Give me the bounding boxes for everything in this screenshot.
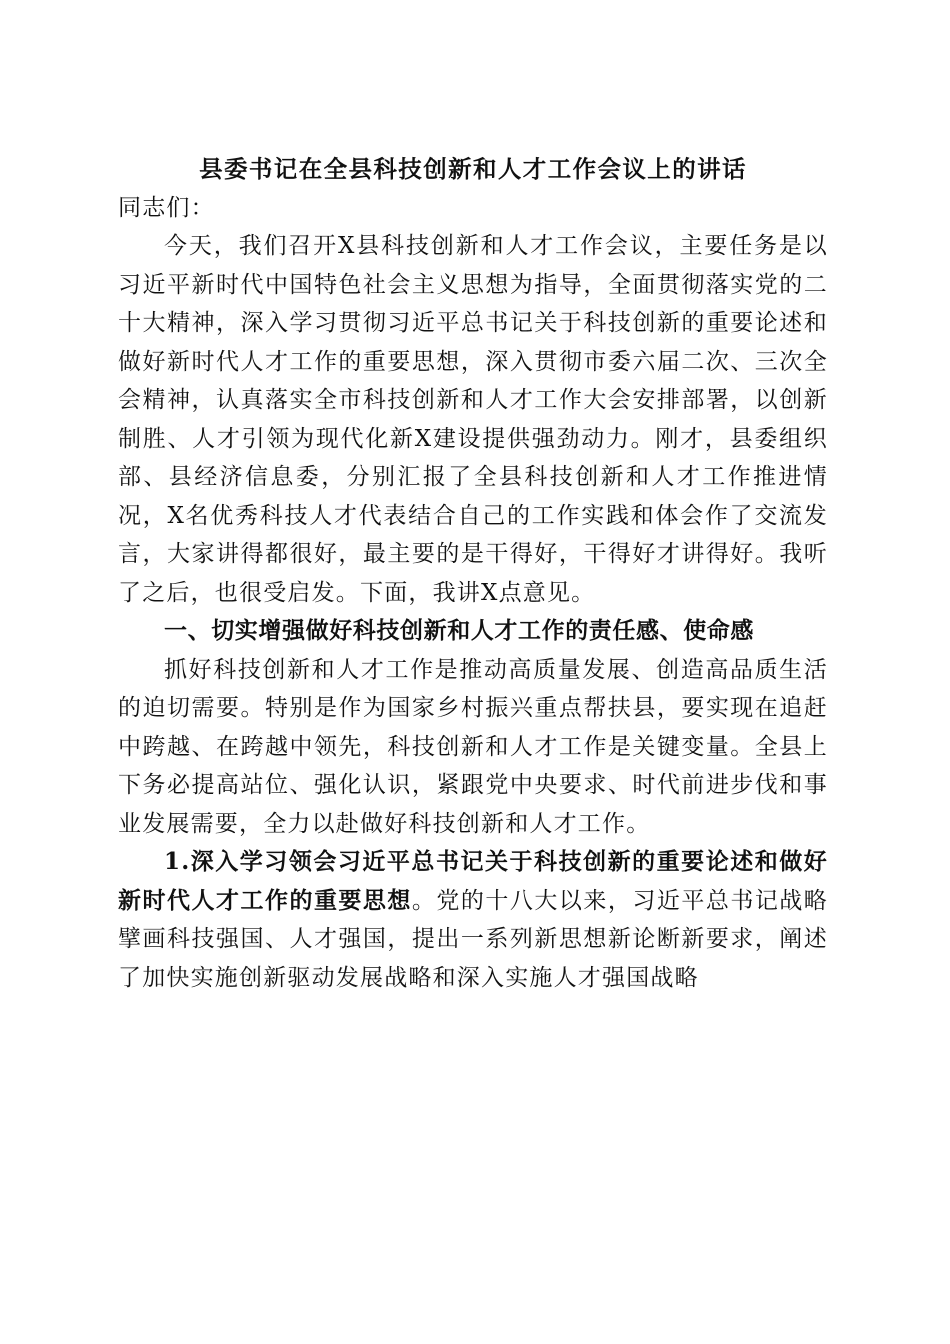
salutation: 同志们： bbox=[118, 194, 215, 221]
point-1-paragraph bbox=[118, 843, 828, 997]
point-1-lead: 1.深入学习领会习近平总书记关于科技创新的重要论述和做好新时代人才工作的重要思想 bbox=[118, 848, 828, 914]
point-1-body: 。党的十八大以来，习近平总书记战略擘画科技强国、人才强国，提出一系列新思想新论断新要求，阐述了加快实施创新驱动发展战略和深入实施人才强国战略 bbox=[118, 887, 829, 991]
document-body bbox=[118, 150, 828, 997]
document-title: 县委书记在全县科技创新和人才工作会议上的讲话 bbox=[199, 155, 747, 183]
section-1-paragraph: 抓好科技创新和人才工作是推动高质量发展、创造高品质生活的迫切需要。特别是作为国家乡村振兴重点帮扶县，要实现在追赶中跨越、在跨越中领先，科技创新和人才工作是关键变量。全县上下务必提高站位、强化认识，紧跟党中央要求、时代前进步伐和事业发展需要，全力以赴做好科技创新和人才工作。 bbox=[118, 656, 828, 837]
intro-paragraph: 今天，我们召开X县科技创新和人才工作会议，主要任务是以习近平新时代中国特色社会主义思想为指导，全面贯彻落实党的二十大精神，深入学习贯彻习近平总书记关于科技创新的重要论述和做好新时代人才工作的重要思想，深入贯彻市委六届二次、三次全会精神，认真落实全市科技创新和人才工作大会安排部署，以创新制胜、人才引领为现代化新X建设提供强劲动力。刚才，县委组织部、县经济信息委，分别汇报了全县科技创新和人才工作推进情况，X名优秀科技人才代表结合自己的工作实践和体会作了交流发言，大家讲得都很好，最主要的是干得好，干得好才讲得好。我听了之后，也很受启发。下面，我讲X点意见。 bbox=[118, 233, 828, 606]
section-heading-1: 一、切实增强做好科技创新和人才工作的责任感、使命感 bbox=[164, 617, 754, 644]
